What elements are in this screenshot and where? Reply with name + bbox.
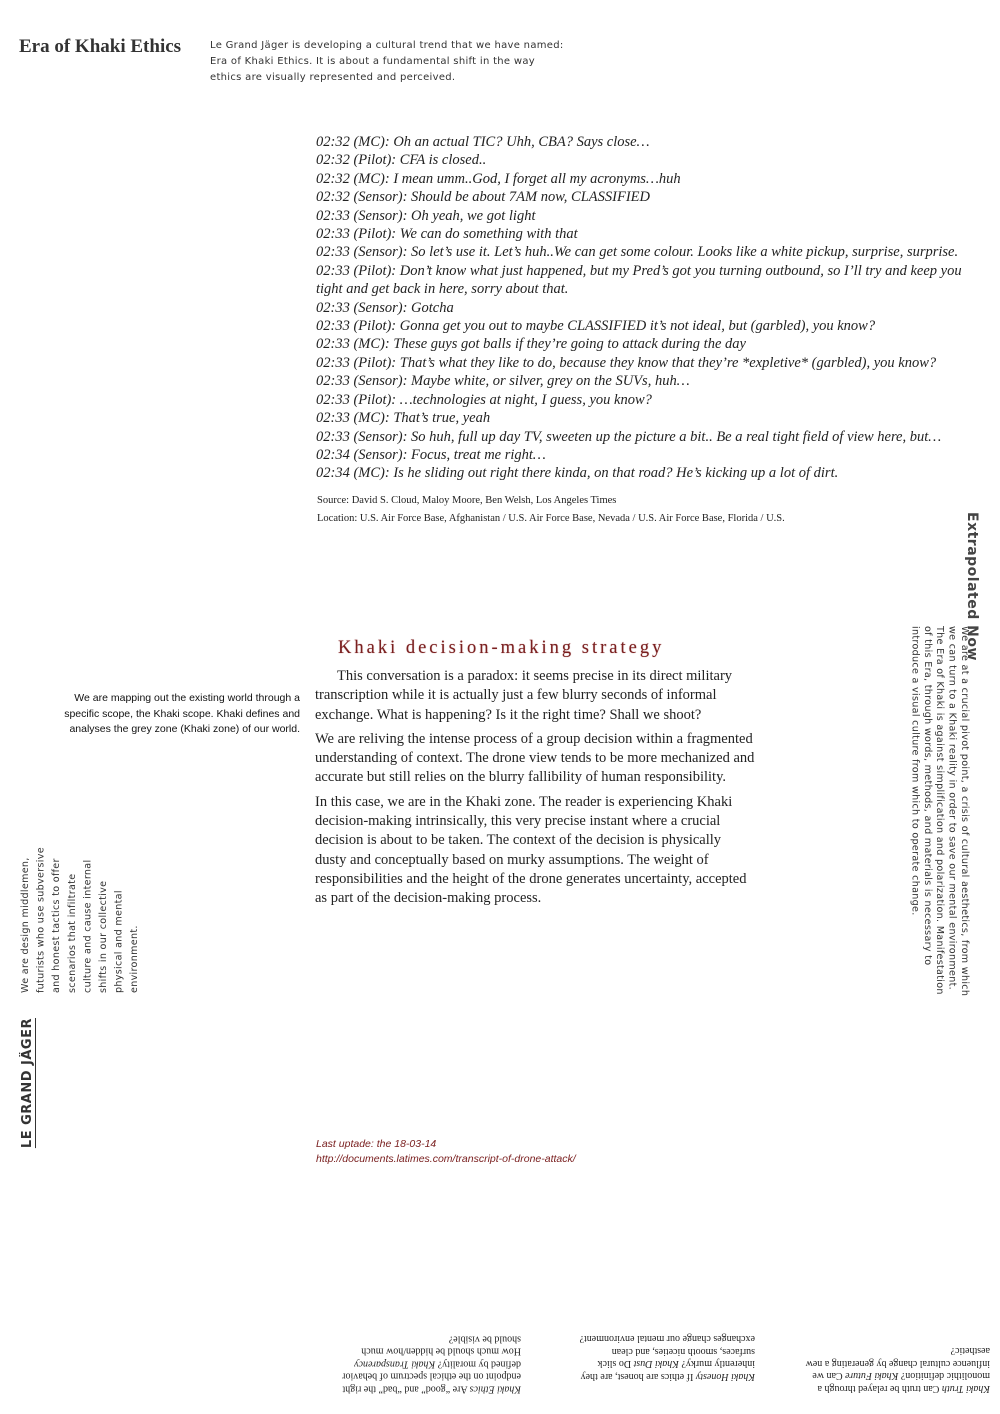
transcript-line: 02:32 (MC): Oh an actual TIC? Uhh, CBA? Says close… <box>316 134 650 150</box>
transcript-line: 02:33 (Sensor): Oh yeah, we got light <box>316 207 536 224</box>
source-url[interactable]: http://documents.latimes.com/transcript-of-drone-attack/ <box>316 1152 576 1165</box>
middlemen-note: We are design middlemen, futurists who use subversive and honest tactics to offer scenarios that infiltrate culture and cause internal shifts in our collective physical and mental environment. <box>20 847 141 993</box>
article-body <box>315 667 755 914</box>
transcript-line: 02:32 (Sensor): Should be about 7AM now, CLASSIFIED <box>316 189 650 206</box>
location-line: Location: U.S. Air Force Base, Afghanistan / U.S. Air Force Base, Nevada / U.S. Air Force Base, Florida / U.S. <box>317 513 785 524</box>
question-block <box>790 1344 990 1394</box>
transcript-line: 02:33 (Pilot): We can do something with that <box>316 226 578 243</box>
sidebar-text: We are at a crucial pivot point, a crisis of cultural aesthetics, from which we can turn to a Khaki reality in order to save our mental environment. The Era of Khaki is against simplification and polarization. Manifestation of this Era, through words, methods, and materials is necessary to introduce a visual culture from which to operate change. <box>909 626 971 997</box>
transcript-line: 02:33 (Pilot): Don’t know what just happened, but my Pred’s got you turning outbound, so I’ll try and keep you <box>316 262 962 279</box>
transcript-line: 02:32 (Pilot): CFA is closed.. <box>316 152 487 169</box>
question-term: Khaki Honesty <box>695 1371 755 1382</box>
last-update: Last uptade: the 18-03-14 <box>316 1138 437 1150</box>
question-term: Khaki Ethics <box>469 1383 521 1395</box>
transcript-line: 02:32 (MC): I mean umm..God, I forget all my acronyms…huh <box>316 170 681 187</box>
transcript-line: 02:33 (Sensor): Gotcha <box>316 299 454 316</box>
question-text: Do slick surfaces, smooth niceties, and clean exchanges change our mental environment? <box>579 1333 755 1370</box>
transcript-line: 02:33 (MC): That’s true, yeah <box>316 410 491 427</box>
article-heading: Khaki decision-making strategy <box>338 638 665 658</box>
question-term: Khaki Transparency <box>354 1358 436 1370</box>
source-line: Source: David S. Cloud, Maloy Moore, Ben Welsh, Los Angeles Times <box>317 495 617 506</box>
mapping-note: We are mapping out the existing world through a specific scope, the Khaki scope. Khaki defines and analyses the grey zone (Khaki zone) of our world. <box>64 692 300 735</box>
question-block <box>336 1332 521 1395</box>
transcript-line: 02:33 (MC): These guys got balls if they’re going to attack during the day <box>316 336 746 353</box>
transcript <box>316 133 1000 483</box>
article-paragraph: In this case, we are in the Khaki zone. The reader is experiencing Khaki decision-making intrinsically, this very precise instant where a crucial decision is about to be taken. The context of the decision is physically dusty and conceptually based on murky assumptions. The weight of responsibilities and the height of the drone generates uncertainty, accepted as part of the decision-making process. <box>315 793 747 907</box>
article-paragraph: This conversation is a paradox: it seems precise in its direct military transcription while it is actually just a few blurry seconds of informal exchange. What is happening? Is it the right time? Shall we shoot? <box>315 668 733 723</box>
question-text: Can truth be relayed through a monolithic definition? <box>817 1370 990 1394</box>
transcript-line: 02:34 (Sensor): Focus, treat me right… <box>316 446 546 463</box>
transcript-line: tight and get back in here, sorry about that. <box>316 281 569 298</box>
transcript-line: 02:33 (Sensor): Maybe white, or silver, grey on the SUVs, huh… <box>316 373 690 390</box>
question-block <box>570 1332 755 1382</box>
transcript-line: 02:33 (Pilot): …technologies at night, I guess, you know? <box>316 391 652 408</box>
update-info <box>316 1137 576 1166</box>
question-text: Can we influence cultural change by generating a new aesthetic? <box>805 1345 990 1382</box>
transcript-line: 02:33 (Sensor): So let’s use it. Let’s huh..We can get some colour. Looks like a white pickup, surprise, surprise. <box>316 244 959 261</box>
intro-text: Le Grand Jäger is developing a cultural trend that we have named: Era of Khaki Ethics. It is about a fundamental shift in the way ethics are visually represented and perceived. <box>210 40 564 83</box>
sidebar-title: Extrapolated Now <box>964 512 980 661</box>
transcript-line: 02:33 (Pilot): Gonna get you out to maybe CLASSIFIED it’s not ideal, but (garbled), you know? <box>316 318 876 335</box>
source-info <box>317 492 1000 528</box>
brand-name: LE GRAND JÄGER <box>20 1018 35 1149</box>
question-term: Khaki Dust <box>633 1358 679 1370</box>
question-text: Are “good” and “bad” the right endpoint on the ethical spectrum of behavior defined by morality? <box>342 1358 521 1395</box>
question-term: Khaki Truth <box>941 1383 990 1394</box>
transcript-line: 02:34 (MC): Is he sliding out right there kinda, on that road? He’s kicking up a lot of dirt. <box>316 465 839 482</box>
question-text: If ethics are honest, are they inherently murky? <box>580 1358 755 1382</box>
transcript-line: 02:33 (Pilot): That’s what they like to do, because they know that they’re *expletive* (garbled), you know? <box>316 354 937 371</box>
article-paragraph: We are reliving the intense process of a group decision within a fragmented understanding of context. The drone view tends to be more mechanized and accurate but still relies on the blurry fallibility of human responsibility. <box>315 730 755 786</box>
transcript-line: 02:33 (Sensor): So huh, full up day TV, sweeten up the picture a bit.. Be a real tight field of view here, but… <box>316 428 942 445</box>
question-text: How much should be hidden/how much should be visible? <box>361 1333 521 1357</box>
question-term: Khaki Future <box>845 1370 899 1382</box>
page-title: Era of Khaki Ethics <box>19 36 182 57</box>
